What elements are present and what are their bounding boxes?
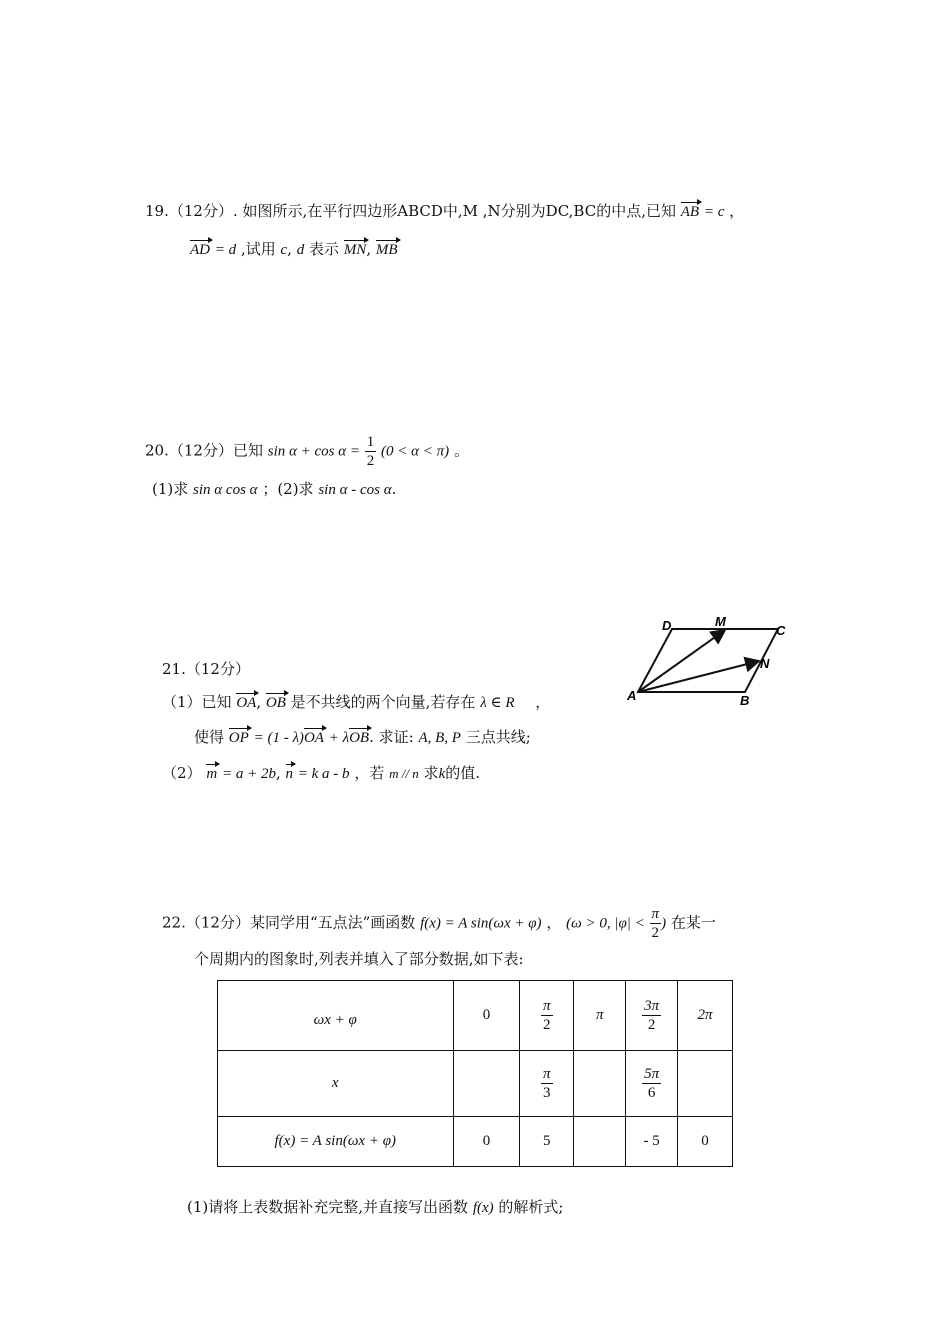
q22-comma: ，	[546, 913, 562, 932]
q19-eq-c: = c	[703, 204, 725, 220]
table-cell: π	[574, 981, 626, 1051]
q22-tail: 在某一	[670, 913, 716, 932]
vector-ab: AB	[681, 201, 699, 223]
cell-frac-den: 6	[647, 1085, 656, 1101]
q21-eq1: = a + 2b	[221, 766, 276, 782]
q21-p1-a: （1）已知	[162, 693, 232, 711]
label-n: N	[760, 656, 770, 671]
table-cell: 2π	[678, 981, 733, 1051]
vector-am	[638, 630, 725, 692]
cell-frac-num: π	[543, 998, 551, 1014]
table-cell: 5	[520, 1117, 574, 1167]
table-cell	[626, 981, 678, 1051]
q22-cond-frac	[650, 905, 662, 942]
five-point-table	[217, 980, 733, 1167]
q20-p2-label: ；(2)求	[262, 480, 314, 498]
label-c: C	[776, 623, 786, 638]
q20-frac-num: 1	[366, 434, 375, 450]
q21-k: k	[438, 766, 446, 782]
table-cell	[520, 981, 574, 1051]
cell-frac-den: 2	[647, 1017, 656, 1033]
q20-expr: sin α + cos α =	[267, 443, 360, 460]
vector-n: n	[286, 763, 294, 785]
cell-frac-num: 3π	[644, 998, 660, 1014]
q20-frac-den: 2	[366, 453, 375, 469]
q19-eq-d: = d	[214, 242, 237, 258]
q20-label: 20.（12分）已知	[145, 441, 263, 460]
q20-end: 。	[453, 441, 469, 460]
q19-sep: ,	[287, 240, 292, 258]
row-head-fx: f(x) = A sin(ωx + φ)	[218, 1117, 454, 1167]
q22-cond: (ω > 0, |φ| <	[566, 915, 645, 932]
table-row	[218, 1051, 733, 1117]
q20-p2-end: .	[391, 480, 397, 498]
q20-line2	[152, 478, 396, 501]
row-head-x: x	[218, 1051, 454, 1117]
q22-cond-frac-den: 2	[651, 925, 660, 941]
table-cell: - 5	[626, 1117, 678, 1167]
vector-ad: AD	[190, 239, 210, 261]
table-cell: 0	[678, 1117, 733, 1167]
q21-eq2: = k a - b	[297, 766, 350, 782]
q21-p1-c: ，	[535, 693, 551, 711]
parallelogram-figure	[620, 612, 810, 712]
table-cell	[626, 1051, 678, 1117]
q21-p1-line1: （1）已知 OA, OB 是不共线的两个向量,若存在 λ ∈ R ，	[162, 691, 550, 714]
q20-p1-label: (1)求	[152, 480, 189, 498]
q19-comma: ，	[729, 202, 745, 220]
label-m: M	[715, 614, 726, 629]
vector-ob: OB	[266, 692, 286, 714]
q21-p1-b: 是不共线的两个向量,若存在	[290, 693, 476, 711]
q22-sub1-a: (1)请将上表数据补充完整,并直接写出函数	[187, 1198, 469, 1216]
cell-frac-den: 3	[543, 1085, 551, 1101]
q20-line1	[145, 433, 469, 470]
q20-p2-expr: sin α - cos α	[318, 482, 392, 498]
cell-frac-den: 2	[543, 1017, 551, 1033]
table-cell	[453, 1051, 520, 1117]
q21-p1-line2	[194, 726, 531, 749]
q22-sub1-b: 的解析式;	[498, 1198, 564, 1216]
q22-func: f(x) = A sin(ωx + φ)	[420, 915, 542, 932]
vector-m: m	[206, 763, 217, 785]
q21-p2-b: ，若	[354, 764, 385, 782]
vector-ob-2: OB	[349, 727, 369, 749]
vector-an	[638, 661, 759, 692]
table-cell	[520, 1051, 574, 1117]
cell-frac-num: 5π	[644, 1066, 660, 1082]
table-cell: 0	[453, 981, 520, 1051]
q22-cond-frac-num: π	[651, 906, 660, 922]
label-a: A	[627, 688, 637, 703]
q22-line2: 个周期内的图象时,列表并填入了部分数据,如下表:	[194, 950, 524, 968]
q21-p1-d: 使得	[194, 728, 225, 746]
label-d: D	[662, 618, 672, 633]
vector-op: OP	[229, 727, 249, 749]
table-cell	[574, 1117, 626, 1167]
q19-c: c	[280, 242, 288, 258]
q21-p2-c: 求	[423, 764, 439, 782]
q19-text: 19.（12分）. 如图所示,在平行四边形ABCD中,M ,N分别为DC,BC的中点,已知	[145, 202, 676, 220]
table-cell	[678, 1051, 733, 1117]
q21-abp: A, B, P	[418, 730, 461, 746]
table-row	[218, 1117, 733, 1167]
q21-p2-a: （2）	[162, 764, 202, 782]
q19-mid: ,试用	[240, 240, 276, 258]
label-b: B	[740, 693, 750, 708]
q22-sub1-f: f(x)	[472, 1200, 494, 1216]
q21-label: 21.（12分）	[162, 660, 250, 678]
q19-express: 表示	[309, 240, 340, 258]
table-row	[218, 981, 733, 1051]
q20-fraction	[365, 433, 377, 470]
cell-frac-num: π	[543, 1066, 551, 1082]
vector-mb: MB	[376, 239, 398, 261]
q21-lambda-r: λ ∈ R	[480, 695, 515, 711]
q21-p1-f: + λ	[328, 730, 350, 746]
q19-line2: AD = d ,试用 c, d 表示 MN, MB	[190, 238, 398, 261]
q19-d: d	[296, 242, 305, 258]
vector-oa-2: OA	[304, 727, 324, 749]
q21-p2-line: （2） m = a + 2b, n = k a - b ，若 m // n 求k的值.	[162, 762, 480, 785]
q22-label: 22.（12分）某同学用“五点法”画函数	[162, 913, 416, 932]
table-cell: 0	[453, 1117, 520, 1167]
row-head-phase: ωx + φ	[218, 981, 454, 1051]
q19-line1	[145, 200, 744, 223]
q22-cond-end: )	[661, 915, 667, 932]
q21-par: m // n	[389, 766, 419, 781]
q22-line1	[162, 905, 716, 942]
table-cell	[574, 1051, 626, 1117]
q21-p1-g: . 求证:	[369, 728, 414, 746]
vector-oa: OA	[236, 692, 256, 714]
q21-p1-e: = (1 - λ)	[253, 730, 304, 746]
q21-p1-h: 三点共线;	[465, 728, 531, 746]
q20-cond: (0 < α < π)	[381, 443, 450, 460]
q21-p2-d: 的值.	[445, 764, 481, 782]
vector-mn: MN	[344, 239, 367, 261]
q22-sub1	[187, 1196, 563, 1219]
q20-p1-expr: sin α cos α	[193, 482, 258, 498]
